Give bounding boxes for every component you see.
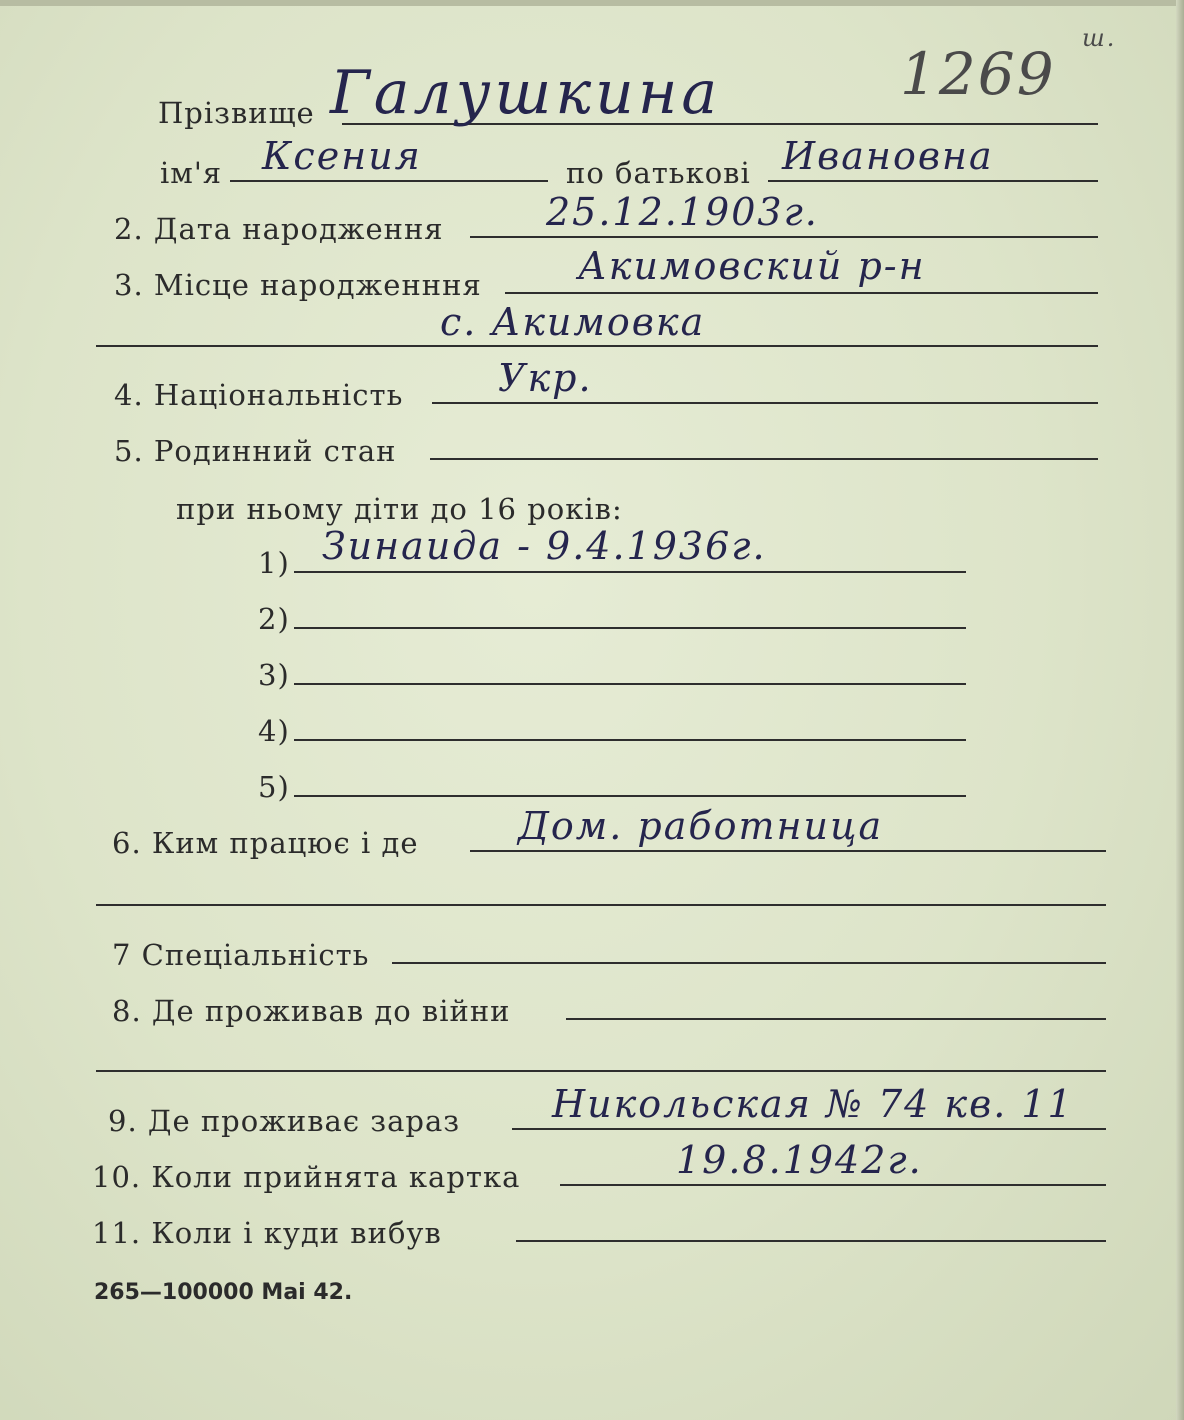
print-code: 265—100000 Mai 42.: [94, 1280, 353, 1305]
birth-place-line-2: [96, 345, 1098, 347]
child-5-line: [294, 795, 966, 797]
current-residence-line: [512, 1128, 1106, 1130]
work-line-1: [470, 850, 1106, 852]
birth-date-value: 25.12.1903г.: [546, 190, 819, 234]
card-accepted-label: 10. Коли прийнята картка: [92, 1160, 521, 1194]
child-1-number: 1): [258, 546, 290, 580]
children-label: при ньому діти до 16 років:: [176, 492, 623, 526]
first-name-line: [230, 180, 548, 182]
patronymic-line: [768, 180, 1098, 182]
paper-edge-right: [1176, 0, 1184, 1420]
birth-date-line: [470, 236, 1098, 238]
child-4-number: 4): [258, 714, 290, 748]
work-label: 6. Ким працює і де: [112, 826, 419, 860]
specialty-label: 7 Спеціальність: [112, 938, 370, 972]
card-accepted-value: 19.8.1942г.: [676, 1138, 923, 1182]
marital-status-line: [430, 458, 1098, 460]
current-residence-label: 9. Де проживає зараз: [108, 1104, 461, 1138]
patronymic-label: по батькові: [566, 156, 751, 190]
nationality-line: [432, 402, 1098, 404]
surname-label: Прізвище: [158, 96, 315, 130]
work-line-2: [96, 904, 1106, 906]
card-accepted-line: [560, 1184, 1106, 1186]
prewar-residence-label: 8. Де проживав до війни: [112, 994, 511, 1028]
paper-edge-top: [0, 0, 1184, 6]
departed-label: 11. Коли і куди вибув: [92, 1216, 442, 1250]
child-4-line: [294, 739, 966, 741]
nationality-label: 4. Національність: [114, 378, 404, 412]
child-3-number: 3): [258, 658, 290, 692]
work-value: Дом. работница: [518, 804, 884, 848]
birth-place-line-1: [505, 292, 1098, 294]
child-2-line: [294, 627, 966, 629]
first-name-value: Ксения: [262, 134, 422, 178]
child-2-number: 2): [258, 602, 290, 636]
birth-date-label: 2. Дата народження: [114, 212, 444, 246]
prewar-residence-line-2: [96, 1070, 1106, 1072]
marital-status-label: 5. Родинний стан: [114, 434, 397, 468]
prewar-residence-line-1: [566, 1018, 1106, 1020]
surname-value: Галушкина: [330, 58, 722, 128]
departed-line: [516, 1240, 1106, 1242]
nationality-value: Укр.: [498, 356, 593, 400]
birth-place-value-1: Акимовский р-н: [578, 244, 926, 288]
child-3-line: [294, 683, 966, 685]
child-1-line: [294, 571, 966, 573]
child-1-value: Зинаида - 9.4.1936г.: [322, 524, 767, 568]
card-number: 1269: [900, 40, 1056, 108]
child-5-number: 5): [258, 770, 290, 804]
birth-place-value-2: с. Акимовка: [440, 300, 706, 344]
patronymic-value: Ивановна: [782, 134, 994, 178]
specialty-line: [392, 962, 1106, 964]
current-residence-value: Никольская № 74 кв. 11: [552, 1082, 1074, 1126]
birth-place-label: 3. Місце народженння: [114, 268, 482, 302]
first-name-label: ім'я: [160, 156, 223, 190]
card-number-suffix: ш.: [1082, 24, 1117, 52]
